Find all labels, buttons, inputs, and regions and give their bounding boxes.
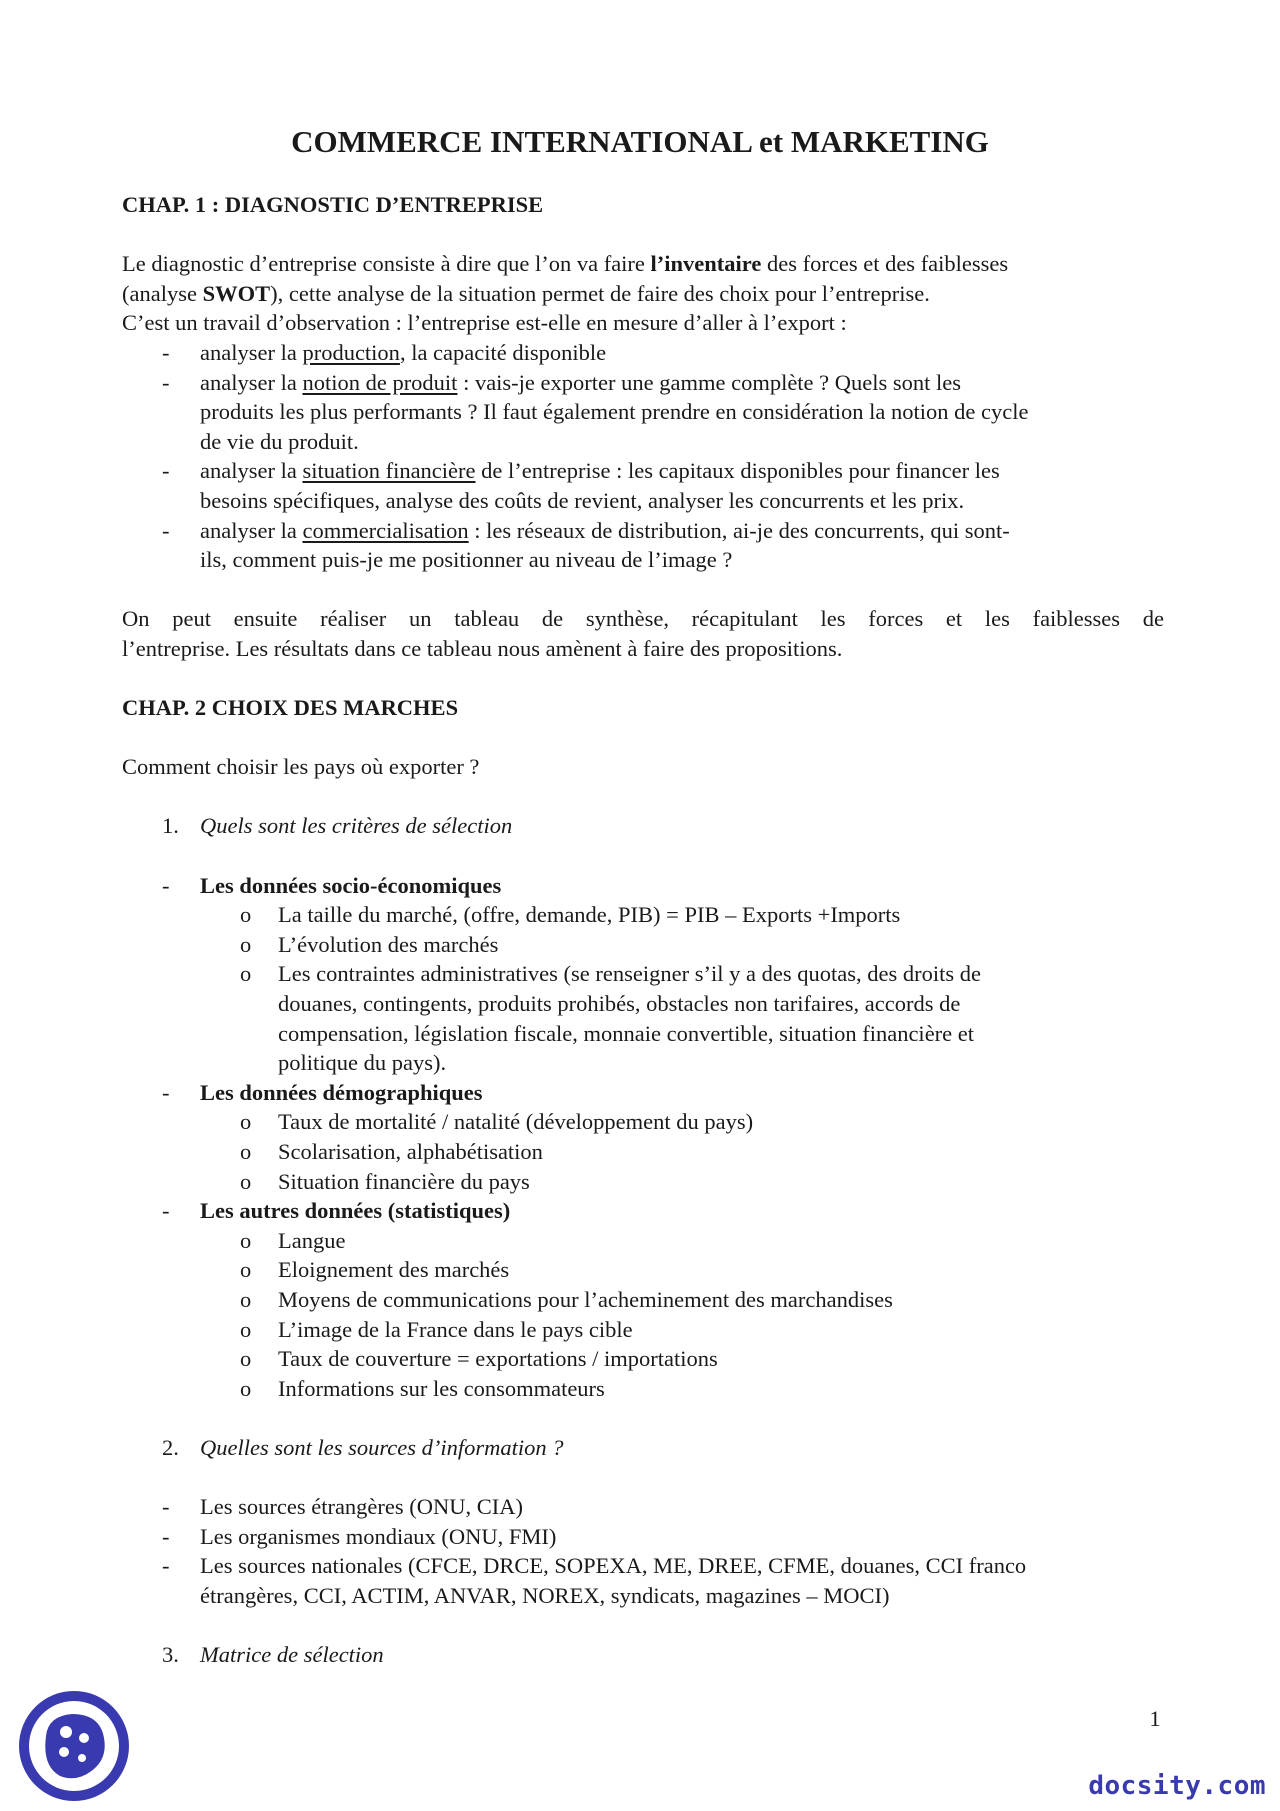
autres-heading: - Les autres données (statistiques) (162, 1198, 511, 1224)
list-item: o Taux de mortalité / natalité (développement du pays) (240, 1109, 754, 1135)
section-1-title: 1. Quels sont les critères de sélection (162, 813, 513, 839)
chap2-heading: CHAP. 2 CHOIX DES MARCHES (122, 695, 459, 721)
chap1-synthesis: On peut ensuite réaliser un tableau de synthèse, récapitulant les forces et les faiblesses de l’entreprise. Les résultats dans ce tableau nous amènent à faire des propositions. (122, 606, 1164, 661)
chap2-question: Comment choisir les pays où exporter ? (122, 754, 480, 780)
document-body (122, 190, 1164, 1670)
list-item: - Les sources étrangères (ONU, CIA) (162, 1494, 524, 1520)
list-item: o Scolarisation, alphabétisation (240, 1139, 543, 1164)
document-title: COMMERCE INTERNATIONAL et MARKETING (291, 124, 989, 159)
list-item: - Les sources nationales (CFCE, DRCE, SOPEXA, ME, DREE, CFME, douanes, CCI franco étrangères, CCI, ACTIM, ANVAR, NOREX, syndicats, magazines – MOCI) (162, 1553, 1027, 1608)
list-item: o La taille du marché, (offre, demande, PIB) = PIB – Exports +Imports (240, 902, 901, 928)
list-item: - analyser la commercialisation : les réseaux de distribution, ai-je des concurrents, qui sont- ils, comment puis-je me positionner au niveau de l’image ? (162, 517, 1010, 573)
chap1-intro-line2: (analyse SWOT), cette analyse de la situation permet de faire des choix pour l’entreprise. (122, 280, 930, 306)
page-number: 1 (1149, 1706, 1161, 1731)
chap1-list (122, 338, 1164, 575)
chap1-heading: CHAP. 1 : DIAGNOSTIC D’ENTREPRISE (122, 192, 544, 217)
list-item: - analyser la notion de produit : vais-je exporter une gamme complète ? Quels sont les produits les plus performants ? Il faut également prendre en considération la notion de cycle de vie du produit. (162, 369, 1029, 454)
socio-heading: - Les données socio-économiques (162, 872, 502, 898)
section-3-title: 3. Matrice de sélection (162, 1642, 384, 1668)
list-item: o L’évolution des marchés (240, 931, 499, 957)
list-item: o Informations sur les consommateurs (240, 1375, 605, 1401)
list-item: o Langue (240, 1227, 346, 1253)
list-item: - analyser la production, la capacité disponible (162, 339, 607, 365)
list-item: o Moyens de communications pour l’acheminement des marchandises (240, 1286, 893, 1312)
chap1-intro-line1: Le diagnostic d’entreprise consiste à dire que l’on va faire l’inventaire des forces et des faiblesses (122, 251, 1009, 277)
list-item: o Situation financière du pays (240, 1168, 530, 1194)
list-item: o Les contraintes administratives (se renseigner s’il y a des quotas, des droits de douanes, contingents, produits prohibés, obstacles non tarifaires, accords de compensation, législation fiscale, monnaie convertible, situation financière et politique du pays). (240, 961, 981, 1076)
list-item: o Eloignement des marchés (240, 1257, 510, 1283)
section-2-title: 2. Quelles sont les sources d’information ? (162, 1434, 564, 1460)
docsity-brand-link[interactable]: docsity.com (1088, 1771, 1266, 1801)
list-item: o L’image de la France dans le pays cible (240, 1316, 633, 1342)
list-item: - Les organismes mondiaux (ONU, FMI) (162, 1523, 557, 1549)
demo-heading: - Les données démographiques (162, 1079, 483, 1105)
chap1-intro-line3: C’est un travail d’observation : l’entreprise est-elle en mesure d’aller à l’export : (122, 310, 847, 336)
list-item: - analyser la situation financière de l’entreprise : les capitaux disponibles pour financer les besoins spécifiques, analyse des coûts de revient, analyser les concurrents et les prix. (162, 458, 1000, 513)
list-item: o Taux de couverture = exportations / importations (240, 1346, 718, 1372)
docsity-logo-icon[interactable] (16, 1688, 132, 1804)
